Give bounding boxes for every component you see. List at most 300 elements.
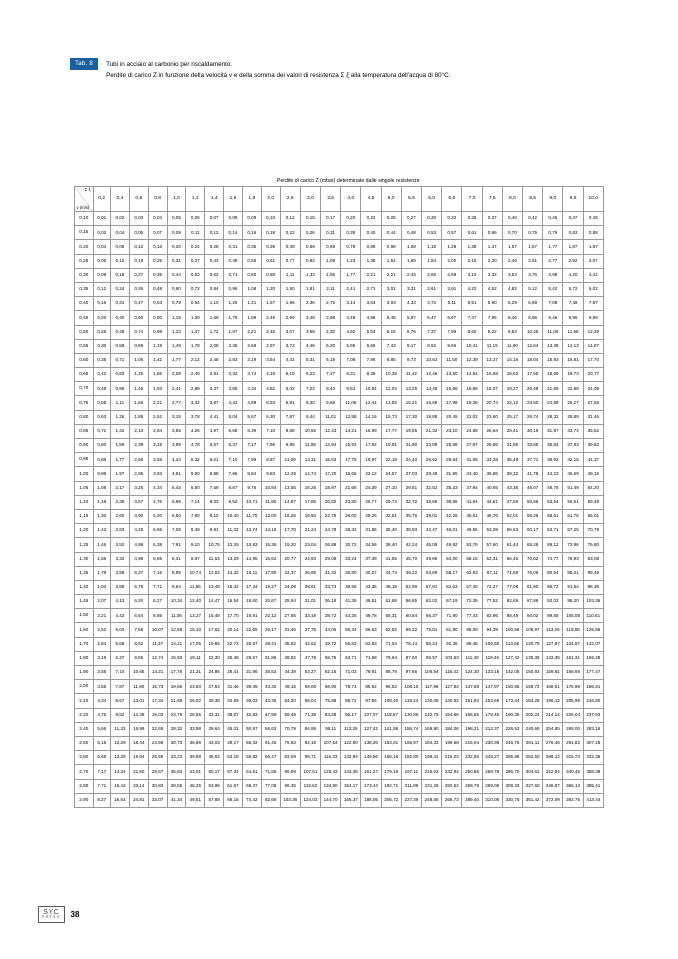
table-cell: 5,51 [462,297,482,311]
table-row [75,751,604,765]
table-cell: 48,18 [381,580,401,594]
row-header-velocity: 0,95 [75,453,94,467]
table-cell: 248,06 [422,793,442,807]
table-cell: 50,97 [242,722,261,736]
table-cell: 4,91 [167,467,186,481]
row-header-velocity: 1,10 [75,495,94,509]
table-cell: 24,78 [321,524,341,538]
table-cell: 1,96 [280,297,300,311]
table-cell: 22,65 [242,623,261,637]
table-cell: 39,64 [205,722,224,736]
table-cell: 0,09 [93,268,111,282]
table-cell: 84,95 [300,722,320,736]
table-cell: 7,86 [224,467,243,481]
table-cell: 58,17 [442,566,462,580]
column-header: 7,0 [462,187,482,212]
table-cell: 12,46 [422,368,442,382]
table-cell: 12,74 [148,651,167,665]
table-cell: 392,76 [563,793,583,807]
table-cell: 0,55 [93,396,111,410]
table-cell: 113,26 [341,722,361,736]
table-cell: 1,39 [186,311,205,325]
resistance-loss-table [74,100,604,870]
table-cell: 19,97 [361,453,381,467]
table-cell: 1,77 [111,453,130,467]
table-cell: 0,36 [129,282,148,296]
table-cell: 2,49 [186,368,205,382]
table-row [75,509,604,523]
table-cell: 5,68 [111,637,130,651]
table-cell: 55,75 [321,651,341,665]
table-cell: 66,46 [502,552,522,566]
row-header-velocity: 0,85 [75,424,94,438]
table-cell: 12,29 [111,736,130,750]
table-cell: 21,68 [543,382,563,396]
table-cell: 3,87 [205,396,224,410]
table-cell: 25,17 [502,410,522,424]
table-cell: 36,86 [482,467,502,481]
table-cell: 21,31 [186,666,205,680]
table-cell: 166,18 [381,751,401,765]
table-cell: 11,80 [129,680,148,694]
table-cell: 103,36 [583,595,603,609]
table-cell: 3,78 [186,410,205,424]
table-cell: 9,52 [224,495,243,509]
table-cell: 4,15 [261,368,280,382]
table-cell: 57,60 [482,538,502,552]
table-cell: 49,92 [442,538,462,552]
table-cell: 0,69 [321,240,341,254]
table-cell: 142,05 [502,666,522,680]
table-cell: 13,50 [442,368,462,382]
table-row [75,424,604,438]
table-cell: 8,31 [341,368,361,382]
table-cell: 21,90 [401,439,421,453]
table-cell: 5,20 [148,509,167,523]
table-cell: 230,39 [482,736,502,750]
table-cell: 117,98 [422,680,442,694]
table-cell: 6,21 [205,453,224,467]
table-cell: 35,84 [543,439,563,453]
table-cell: 7,48 [563,297,583,311]
table-cell: 27,87 [462,439,482,453]
table-cell: 0,25 [381,212,401,226]
table-cell: 327,60 [523,779,543,793]
table-cell: 44,05 [321,623,341,637]
table-cell: 2,46 [261,325,280,339]
table-cell: 179,19 [381,765,401,779]
table-cell: 70,79 [280,722,300,736]
table-cell: 13,94 [321,439,341,453]
table-cell: 13,27 [186,609,205,623]
table-cell: 39,82 [280,651,300,665]
table-cell: 25,48 [224,651,243,665]
table-cell: 227,39 [401,793,421,807]
row-header-velocity: 1,80 [75,651,94,665]
table-cell: 154,17 [341,779,361,793]
table-cell: 0,88 [583,226,603,240]
table-cell: 8,30 [300,396,320,410]
table-cell: 69,12 [543,538,563,552]
table-cell: 149,56 [361,751,381,765]
table-cell: 153,61 [381,736,401,750]
table-cell: 62,92 [381,623,401,637]
table-cell: 4,76 [148,495,167,509]
table-cell: 12,58 [341,410,361,424]
table-cell: 33,19 [300,609,320,623]
table-cell: 15,93 [341,439,361,453]
table-cell: 0,25 [93,325,111,339]
table-cell: 0,18 [261,226,280,240]
table-cell: 4,33 [401,297,421,311]
table-cell: 0,05 [167,212,186,226]
table-cell: 33,07 [148,793,167,807]
table-cell: 1,20 [261,282,280,296]
table-cell: 43,01 [186,765,205,779]
table-cell: 67,45 [462,580,482,594]
table-cell: 53,69 [422,566,442,580]
table-cell: 0,08 [224,212,243,226]
table-cell: 143,35 [543,651,563,665]
table-cell: 143,35 [341,765,361,779]
table-caption: Perdite di carico Z (mbar) determinate dalle singole resistenze [276,177,420,184]
table-cell: 315,74 [563,751,583,765]
row-header-velocity: 0,65 [75,368,94,382]
table-cell: 2,21 [381,268,401,282]
table-cell: 13,25 [401,382,421,396]
table-cell: 19,27 [502,382,522,396]
table-cell: 0,66 [482,226,502,240]
table-cell: 1,23 [167,325,186,339]
table-cell: 340,46 [563,765,583,779]
table-cell: 0,48 [401,226,421,240]
table-cell: 28,32 [543,410,563,424]
table-cell: 13,01 [129,694,148,708]
table-cell: 16,11 [242,566,261,580]
table-cell: 178,45 [482,708,502,722]
table-cell: 24,81 [129,793,148,807]
table-cell: 8,27 [93,793,111,807]
table-cell: 115,42 [442,666,462,680]
table-cell: 0,18 [129,254,148,268]
table-cell: 39,01 [422,509,442,523]
table-cell: 6,69 [523,297,543,311]
table-cell: 9,76 [242,481,261,495]
table-cell: 58,51 [543,509,563,523]
table-cell: 0,04 [111,226,130,240]
table-cell: 1,59 [111,439,130,453]
table-cell: 46,69 [563,467,583,481]
column-header: 0,8 [148,187,167,212]
table-cell: 0,96 [224,282,243,296]
table-cell: 59,48 [280,708,300,722]
velocity-label: v (m/s) [76,204,90,210]
table-cell: 177,47 [583,666,603,680]
table-cell: 52,01 [502,509,522,523]
table-cell: 176,98 [563,680,583,694]
table-cell: 1,78 [186,339,205,353]
column-header: 5,5 [401,187,421,212]
table-cell: 3,98 [543,268,563,282]
table-cell: 110,61 [583,609,603,623]
table-cell: 212,37 [482,722,502,736]
table-cell: 7,16 [148,566,167,580]
table-cell: 28,32 [167,722,186,736]
table-cell: 0,07 [148,226,167,240]
column-header: 1,2 [186,187,205,212]
column-header: 5,0 [381,187,401,212]
table-cell: 14,74 [300,467,320,481]
table-cell: 82,69 [502,595,522,609]
row-header-velocity: 1,15 [75,509,94,523]
table-cell: 11,06 [341,396,361,410]
table-cell: 77,08 [261,779,280,793]
table-cell: 3,37 [205,382,224,396]
table-cell: 15,66 [442,382,462,396]
table-cell: 33,24 [341,552,361,566]
table-cell: 53,96 [205,779,224,793]
table-cell: 14,16 [361,410,381,424]
table-cell: 0,98 [93,467,111,481]
table-cell: 17,70 [280,524,300,538]
table-cell: 16,81 [563,353,583,367]
table-cell: 46,25 [186,779,205,793]
table-cell: 62,63 [442,580,462,594]
table-cell: 3,01 [381,282,401,296]
table-cell: 2,60 [111,509,130,523]
table-cell: 38,93 [401,524,421,538]
table-cell: 4,42 [280,353,300,367]
table-cell: 0,43 [205,254,224,268]
table-cell: 82,69 [261,793,280,807]
table-cell: 0,16 [148,240,167,254]
table-cell: 89,59 [280,765,300,779]
table-cell: 57,88 [205,793,224,807]
row-header-velocity: 0,55 [75,339,94,353]
table-cell: 0,02 [93,226,111,240]
table-cell: 4,44 [167,453,186,467]
table-cell: 16,26 [300,481,320,495]
table-number-badge: Tab. 8 [70,58,98,70]
table-cell: 2,83 [224,353,243,367]
table-cell: 11,90 [261,495,280,509]
column-header: 0,2 [93,187,111,212]
table-cell: 199,41 [422,751,442,765]
table-cell: 5,95 [167,495,186,509]
table-cell: 5,78 [129,580,148,594]
table-cell: 17,75 [341,453,361,467]
table-cell: 4,42 [111,609,130,623]
table-cell: 108,40 [381,694,401,708]
table-cell: 55,26 [523,509,543,523]
table-row [75,339,604,353]
table-cell: 15,53 [321,453,341,467]
table-cell: 11,42 [401,368,421,382]
table-cell: 2,91 [205,368,224,382]
table-cell: 1,87 [563,240,583,254]
table-cell: 18,97 [321,481,341,495]
table-cell: 3,55 [148,453,167,467]
table-cell: 215,03 [422,765,442,779]
table-cell: 0,05 [129,226,148,240]
table-cell: 44,61 [482,495,502,509]
table-cell: 85,01 [563,566,583,580]
table-cell: 5,48 [381,311,401,325]
table-cell: 34,40 [462,467,482,481]
table-cell: 13,29 [224,552,243,566]
table-cell: 2,15 [462,254,482,268]
row-header-velocity: 0,35 [75,282,94,296]
table-row [75,538,604,552]
table-cell: 65,01 [583,509,603,523]
table-cell: 1,42 [148,353,167,367]
table-cell: 7,17 [242,439,261,453]
table-cell: 2,97 [261,339,280,353]
table-cell: 43,36 [261,694,280,708]
table-row [75,524,604,538]
table-cell: 0,40 [361,226,381,240]
table-cell: 44,25 [341,609,361,623]
table-cell: 71,68 [261,765,280,779]
table-cell: 159,72 [523,680,543,694]
table-row [75,680,604,694]
table-cell: 3,98 [167,439,186,453]
table-cell: 88,79 [381,666,401,680]
table-cell: 71,59 [502,566,522,580]
table-cell: 2,07 [93,595,111,609]
table-cell: 14,54 [462,368,482,382]
table-cell: 34,69 [224,694,243,708]
table-cell: 1,66 [93,552,111,566]
table-cell: 0,02 [111,212,130,226]
table-cell: 0,48 [148,282,167,296]
table-cell: 3,98 [321,311,341,325]
column-header: 1,8 [242,187,261,212]
table-cell: 27,53 [205,680,224,694]
table-cell: 231,25 [422,779,442,793]
table-cell: 29,74 [381,495,401,509]
table-cell: 6,38 [148,538,167,552]
table-cell: 6,30 [261,410,280,424]
table-cell: 23,80 [341,495,361,509]
table-cell: 55,31 [381,609,401,623]
table-cell: 1,55 [321,268,341,282]
table-cell: 28,41 [261,637,280,651]
table-cell: 19,55 [401,424,421,438]
table-cell: 51,68 [381,595,401,609]
table-cell: 0,31 [224,240,243,254]
table-cell: 42,26 [442,509,462,523]
table-cell: 22,37 [280,566,300,580]
table-row [75,396,604,410]
table-cell: 11,68 [563,325,583,339]
table-cell: 0,35 [242,240,261,254]
table-cell: 35,52 [261,666,280,680]
table-cell: 19,89 [205,637,224,651]
table-cell: 17,70 [583,353,603,367]
table-cell: 22,88 [563,382,583,396]
table-cell: 4,72 [422,297,442,311]
table-cell: 29,08 [321,552,341,566]
table-cell: 0,80 [242,268,261,282]
table-cell: 0,28 [205,240,224,254]
table-cell: 77,43 [462,609,482,623]
table-cell: 6,02 [280,382,300,396]
column-header: 8,5 [523,187,543,212]
table-row [75,736,604,750]
row-header-velocity: 2,80 [75,779,94,793]
table-cell: 95,17 [341,708,361,722]
table-cell: 2,65 [422,268,442,282]
table-cell: 7,87 [583,297,603,311]
table-cell: 0,94 [186,297,205,311]
table-cell: 2,38 [224,339,243,353]
table-cell: 41,34 [167,793,186,807]
table-cell: 1,57 [502,240,522,254]
table-cell: 1,69 [401,254,421,268]
table-cell: 166,55 [462,708,482,722]
table-cell: 0,77 [280,254,300,268]
row-header-velocity: 0,75 [75,396,94,410]
table-cell: 35,84 [167,765,186,779]
table-cell: 9,22 [482,325,502,339]
table-cell: 49,61 [186,793,205,807]
table-row [75,580,604,594]
table-cell: 0,04 [148,212,167,226]
table-cell: 7,10 [111,666,130,680]
table-cell: 1,50 [280,282,300,296]
table-cell: 1,46 [93,538,111,552]
table-cell: 0,10 [261,212,280,226]
table-cell: 22,65 [148,722,167,736]
table-cell: 0,22 [361,212,381,226]
table-cell: 0,20 [93,311,111,325]
row-header-velocity: 2,50 [75,736,94,750]
table-cell: 173,44 [361,779,381,793]
table-cell: 31,86 [261,651,280,665]
table-cell: 304,62 [523,765,543,779]
table-cell: 35,52 [280,637,300,651]
table-cell: 14,87 [583,339,603,353]
table-cell: 7,99 [242,453,261,467]
table-cell: 55,32 [242,736,261,750]
table-cell: 0,70 [502,226,522,240]
row-header-velocity: 1,20 [75,524,94,538]
table-cell: 168,51 [543,680,563,694]
column-header: 1,6 [224,187,243,212]
table-cell: 211,99 [401,779,421,793]
table-cell: 7,23 [300,382,320,396]
table-cell: 28,41 [502,424,522,438]
table-cell: 13,83 [381,396,401,410]
table-cell: 2,08 [167,368,186,382]
table-cell: 142,76 [422,708,442,722]
table-cell: 4,48 [341,311,361,325]
table-row [75,708,604,722]
table-cell: 0,75 [523,226,543,240]
table-cell: 103,36 [280,793,300,807]
table-cell: 24,93 [300,552,320,566]
table-cell: 29,81 [401,481,421,495]
table-cell: 39,82 [583,439,603,453]
table-cell: 214,14 [543,708,563,722]
table-cell: 245,75 [502,736,522,750]
sigma-xi-label: Σ ξ [84,187,91,192]
table-cell: 4,97 [205,424,224,438]
table-cell: 78,93 [563,552,583,566]
table-cell: 65,28 [523,538,543,552]
table-cell: 0,16 [242,226,261,240]
